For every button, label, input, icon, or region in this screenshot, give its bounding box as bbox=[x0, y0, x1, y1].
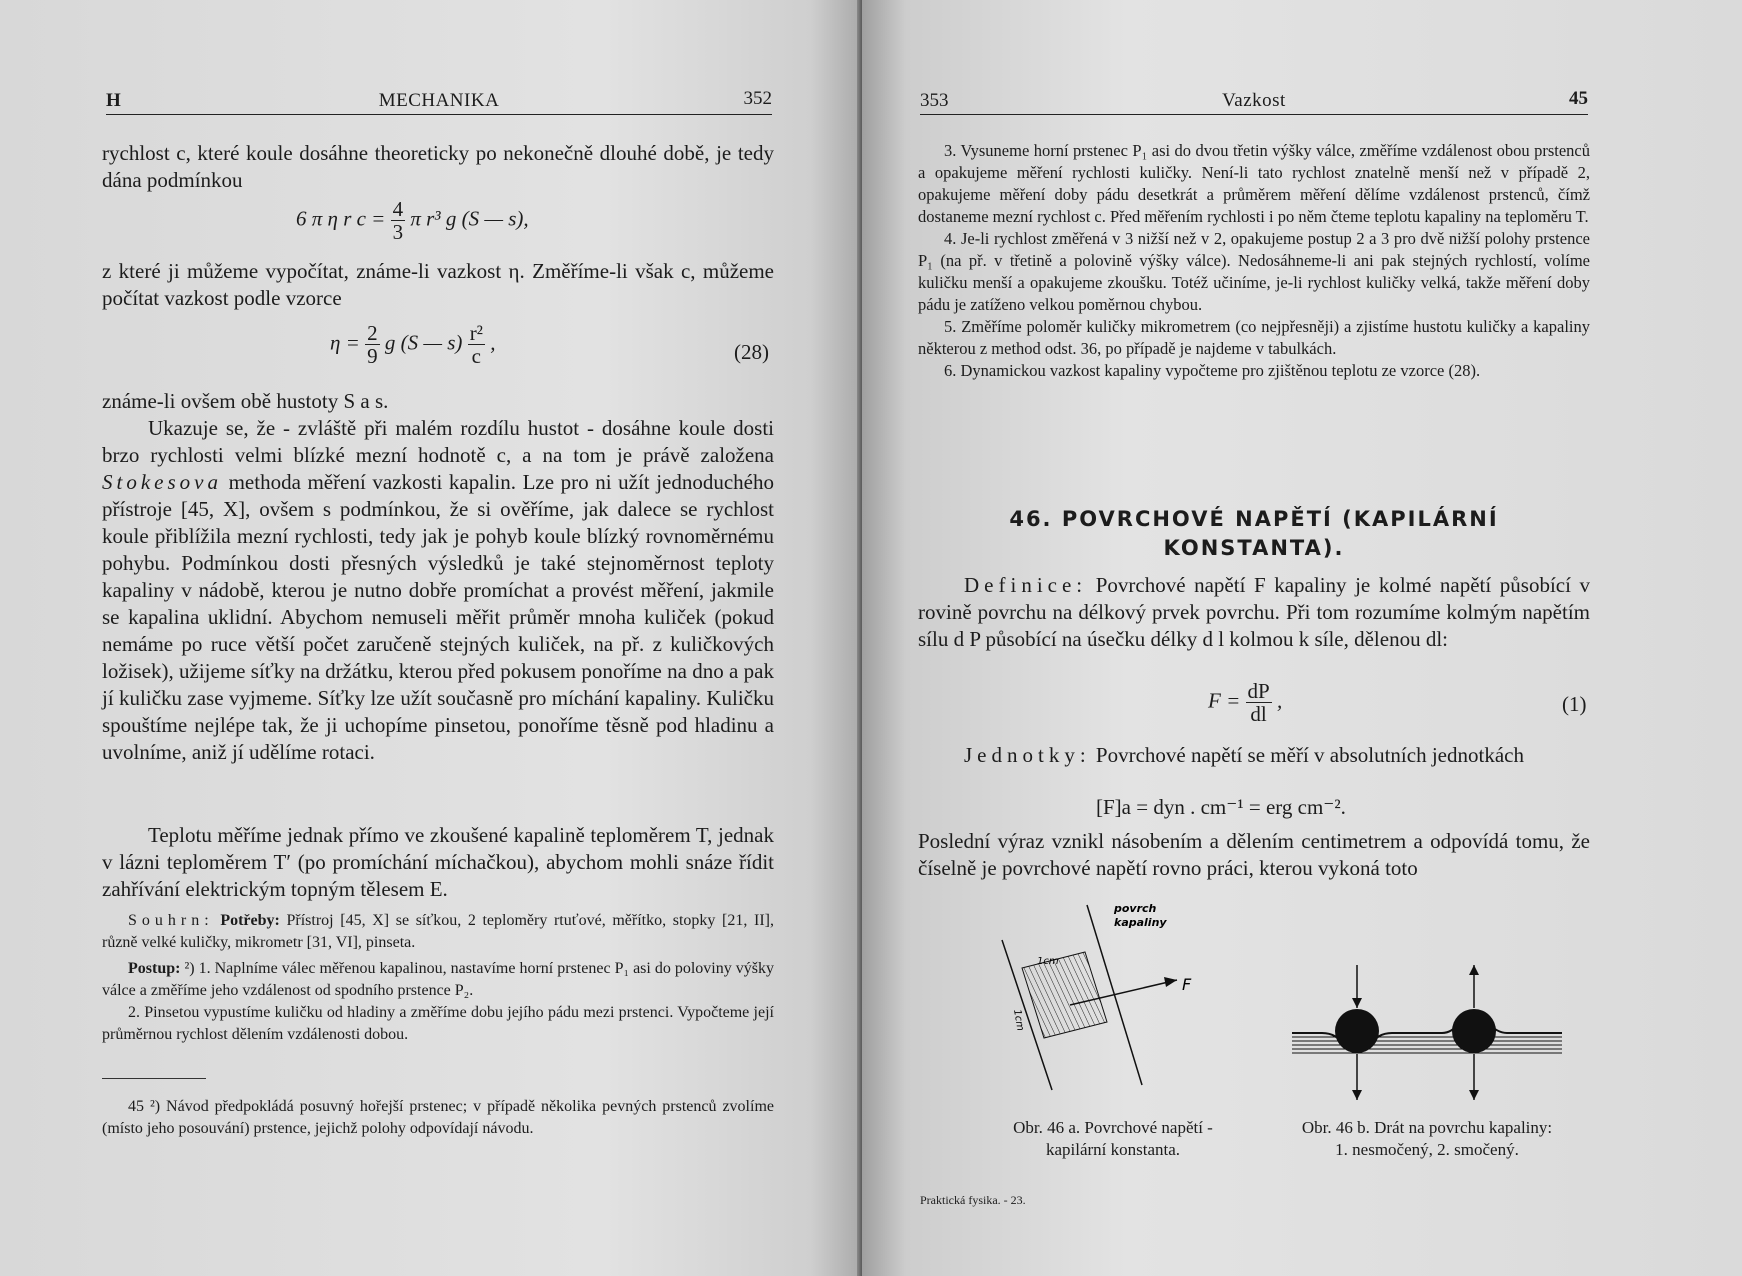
fig-a-surface-label-2: kapaliny bbox=[1114, 916, 1167, 929]
page-footer: Praktická fysika. - 23. bbox=[920, 1193, 1026, 1207]
equation-1-number: (1) bbox=[1562, 692, 1587, 716]
section-heading-line-1: 46. POVRCHOVÉ NAPĚTÍ (KAPILÁRNÍ bbox=[1009, 507, 1499, 531]
fraction-dP-dl: $\frac{dP}{dl}$ bbox=[1247, 679, 1270, 726]
paragraph-2 bbox=[102, 258, 774, 312]
figure-46a-surface-tension bbox=[992, 900, 1222, 1115]
definice-text: Povrchové napětí F kapaliny je kolmé napětí působící v rovině povrchu na délkový prvek povrchu. Při tom rozumíme kolmým napětím sílu d P působící na úsečku délky d l kolmou k síle, dělenou dl: bbox=[918, 573, 1591, 651]
paragraph-5-text: Teplotu měříme jednak přímo ve zkoušené kapalině teploměrem T, jednak v lázni teploměrem T′ (po promíchání míchačkou), abychom mohli snáze řídit zahřívání elektrickým topným tělesem E. bbox=[102, 823, 774, 901]
footnote-text: 45 ²) Návod předpokládá posuvný hořejší prstenec; v případě několika pevných prstenců zvolíme (místo jeho posouvání) prstence, jejichž polohy odpovídají návodu. bbox=[102, 1098, 774, 1137]
paragraph-4 bbox=[102, 415, 774, 766]
left-page bbox=[0, 0, 862, 1276]
page-number: 352 bbox=[743, 88, 772, 109]
caption-46b bbox=[1262, 1117, 1592, 1161]
fig-a-surface-label: povrch bbox=[1114, 902, 1157, 915]
page-number: 353 bbox=[920, 90, 949, 111]
paragraph-4-part-b: methoda měření vazkosti kapalin. Lze pro ni užít jednoduchého přístroje [45, X], ovšem s podmínkou, že si ověříme, jak dalece se rychlost koule přiblížila mezní rychlosti, tedy jak je pohyb koule blízký rovnoměrnému pohybu. Podmínkou dosti přesných výsledků je také stejnoměrnost teploty kapaliny v nádobě, kterou je nutno dobře promíchat a provést měření, jakmile se kapalina uklidní. Abychom nemuseli měřit průměr mnoha kuliček (pokud nemáme po ruce větší počet zaručeně stejných kuliček, na př. z kuličkových ložisek), užijeme síťky na držátku, kterou před pokusem ponoříme na dno a pak jí kuličku zase vyjmeme. Síťky lze užít současně pro míchání kapaliny. Kuličku spouštíme nejlépe tak, že ji uchopíme pinsetou, ponoříme těsně pod hladinu a uvolníme, aniž jí udělíme rotaci. bbox=[102, 470, 774, 764]
caption-46b-line-1: Obr. 46 b. Drát na povrchu kapaliny: bbox=[1301, 1118, 1553, 1137]
equation-1: F = $\frac{dP}{dl}$ , bbox=[1208, 679, 1283, 726]
step-2: 2. Pinsetou vypustíme kuličku od hladiny a změříme dobu jejího pádu mezi prstenci. Vypočteme její průměrnou rychlost dělením vzdálenosti dobou. bbox=[102, 1004, 774, 1043]
potreby-text: Přístroj [45, X] se síťkou, 2 teploměry rtuťové, měřítko, stopky [21, II], různě velké kuličky, mikrometr [31, VI], pinseta. bbox=[102, 912, 774, 951]
footnote bbox=[102, 1096, 774, 1140]
definice-label: Definice: bbox=[964, 573, 1088, 597]
fig-a-cm-side-label: 1cm bbox=[1011, 1008, 1026, 1032]
equation-28-number: (28) bbox=[734, 340, 769, 364]
summary-block bbox=[102, 910, 774, 1046]
right-page bbox=[862, 0, 1742, 1276]
left-running-header bbox=[106, 88, 772, 115]
definition-paragraph bbox=[918, 572, 1590, 653]
figure-46b-wire-on-liquid bbox=[1292, 960, 1562, 1110]
last-paragraph bbox=[918, 828, 1590, 882]
fraction-r2-c: $\frac{\text{r²}}{c}$ bbox=[469, 321, 483, 368]
jednotky-label: Jednotky: bbox=[964, 743, 1091, 767]
jednotky-text: Povrchové napětí se měří v absolutních jednotkách bbox=[1095, 743, 1524, 767]
section-heading bbox=[918, 505, 1590, 563]
paragraph-4-part-a: Ukazuje se, že - zvláště při malém rozdílu hustot - dosáhne koule dosti brzo rychlosti velmi blízké mezní hodnotě c, a na tom je právě založena bbox=[102, 416, 774, 467]
step-1: 1. Naplníme válec měřenou kapalinou, nastavíme horní prstenec P₁ asi do poloviny výšky válce a změříme jeho vzdálenost od spodního prstence P₂. bbox=[102, 960, 774, 999]
equation-stokes-balance: 6 π η r c = $\frac{4}{3}$ π r³ g (S — s), bbox=[296, 197, 529, 244]
caption-46b-line-2: 1. nesmočený, 2. smočený. bbox=[1335, 1140, 1519, 1159]
footnote-rule bbox=[102, 1078, 206, 1079]
fig-a-force-label: F bbox=[1182, 975, 1192, 994]
stokes-name: Stokesova bbox=[102, 470, 222, 494]
section-heading-line-2: KONSTANTA). bbox=[1163, 536, 1345, 560]
step-3: 3. Vysuneme horní prstenec P₁ asi do dvou třetin výšky válce, změříme vzdálenost obou prstenců a opakujeme měření rychlosti kuličky. Není-li tato rychlost znatelně menší než v případě 2, opakujeme měření doby pádu desetkrát a průměrem měření dělíme vzdálenost prstenců, čímž dostaneme mezní rychlost c. Před měřením rychlosti i po něm čteme teplotu kapaliny na teploměru T. bbox=[918, 141, 1590, 226]
souhrn-label: Souhrn: bbox=[128, 912, 214, 929]
caption-46a-line-1: Obr. 46 a. Povrchové napětí - bbox=[1013, 1118, 1213, 1137]
steps-3-6 bbox=[918, 140, 1590, 382]
section-number: 45 bbox=[1569, 88, 1588, 109]
step-5: 5. Změříme poloměr kuličky mikrometrem (co nejpřesněji) a zjistíme hustotu kuličky a kapaliny některou z method odst. 36, po případě je najdeme v tabulkách. bbox=[918, 317, 1590, 358]
paragraph-1 bbox=[102, 140, 774, 194]
paragraph-3-text: známe-li ovšem obě hustoty S a s. bbox=[102, 389, 389, 413]
postup-footnote-ref: ²) bbox=[184, 960, 195, 977]
units-equation: [F]a = dyn . cm⁻¹ = erg cm⁻². bbox=[1096, 795, 1346, 819]
potreby-label: Potřeby: bbox=[220, 912, 280, 929]
last-paragraph-text: Poslední výraz vznikl násobením a dělením centimetrem a odpovídá tomu, že číselně je povrchové napětí rovno práci, kterou vykoná toto bbox=[918, 829, 1590, 880]
right-running-header bbox=[920, 88, 1588, 115]
step-4: 4. Je-li rychlost změřená v 3 nižší než v 2, opakujeme postup 2 a 3 pro dvě nižší polohy prstence P₁ (na př. v třetině a polovině výšky válce). Nedosáhneme-li ani pak stejných rychlostí, volíme kuličku menší a opakujeme zkoušku. Totéž učiníme, je-li rychlost kuličky velká, takže měření doby pádu je zatíženo velkou poměrnou chybou. bbox=[918, 229, 1590, 314]
paragraph-5 bbox=[102, 822, 774, 903]
postup-label: Postup: bbox=[128, 960, 181, 977]
caption-46a bbox=[948, 1117, 1278, 1161]
paragraph-2-text: z které ji můžeme vypočítat, známe-li vazkost η. Změříme-li však c, můžeme počítat vazkost podle vzorce bbox=[102, 259, 774, 310]
units-paragraph bbox=[918, 742, 1590, 769]
section-letter: H bbox=[106, 90, 121, 111]
fig-a-cm-top-label: 1cm bbox=[1037, 956, 1059, 967]
paragraph-1-text: rychlost c, které koule dosáhne theoreticky po nekonečně dlouhé době, je tedy dána podmínkou bbox=[102, 141, 774, 192]
header-title: Vazkost bbox=[1222, 90, 1286, 111]
step-6: 6. Dynamickou vazkost kapaliny vypočteme pro zjištěnou teplotu ze vzorce (28). bbox=[944, 361, 1481, 380]
fraction-2-9: $\frac{2}{9}$ bbox=[367, 321, 378, 368]
fraction-4-3: $\frac{4}{3}$ bbox=[392, 197, 404, 244]
equation-28: η = $\frac{2}{9}$ g (S — s) $\frac{\text{r²}}{c}$ , bbox=[330, 321, 496, 368]
header-title: MECHANIKA bbox=[378, 90, 500, 111]
paragraph-3 bbox=[102, 388, 774, 415]
caption-46a-line-2: kapilární konstanta. bbox=[1045, 1140, 1181, 1159]
